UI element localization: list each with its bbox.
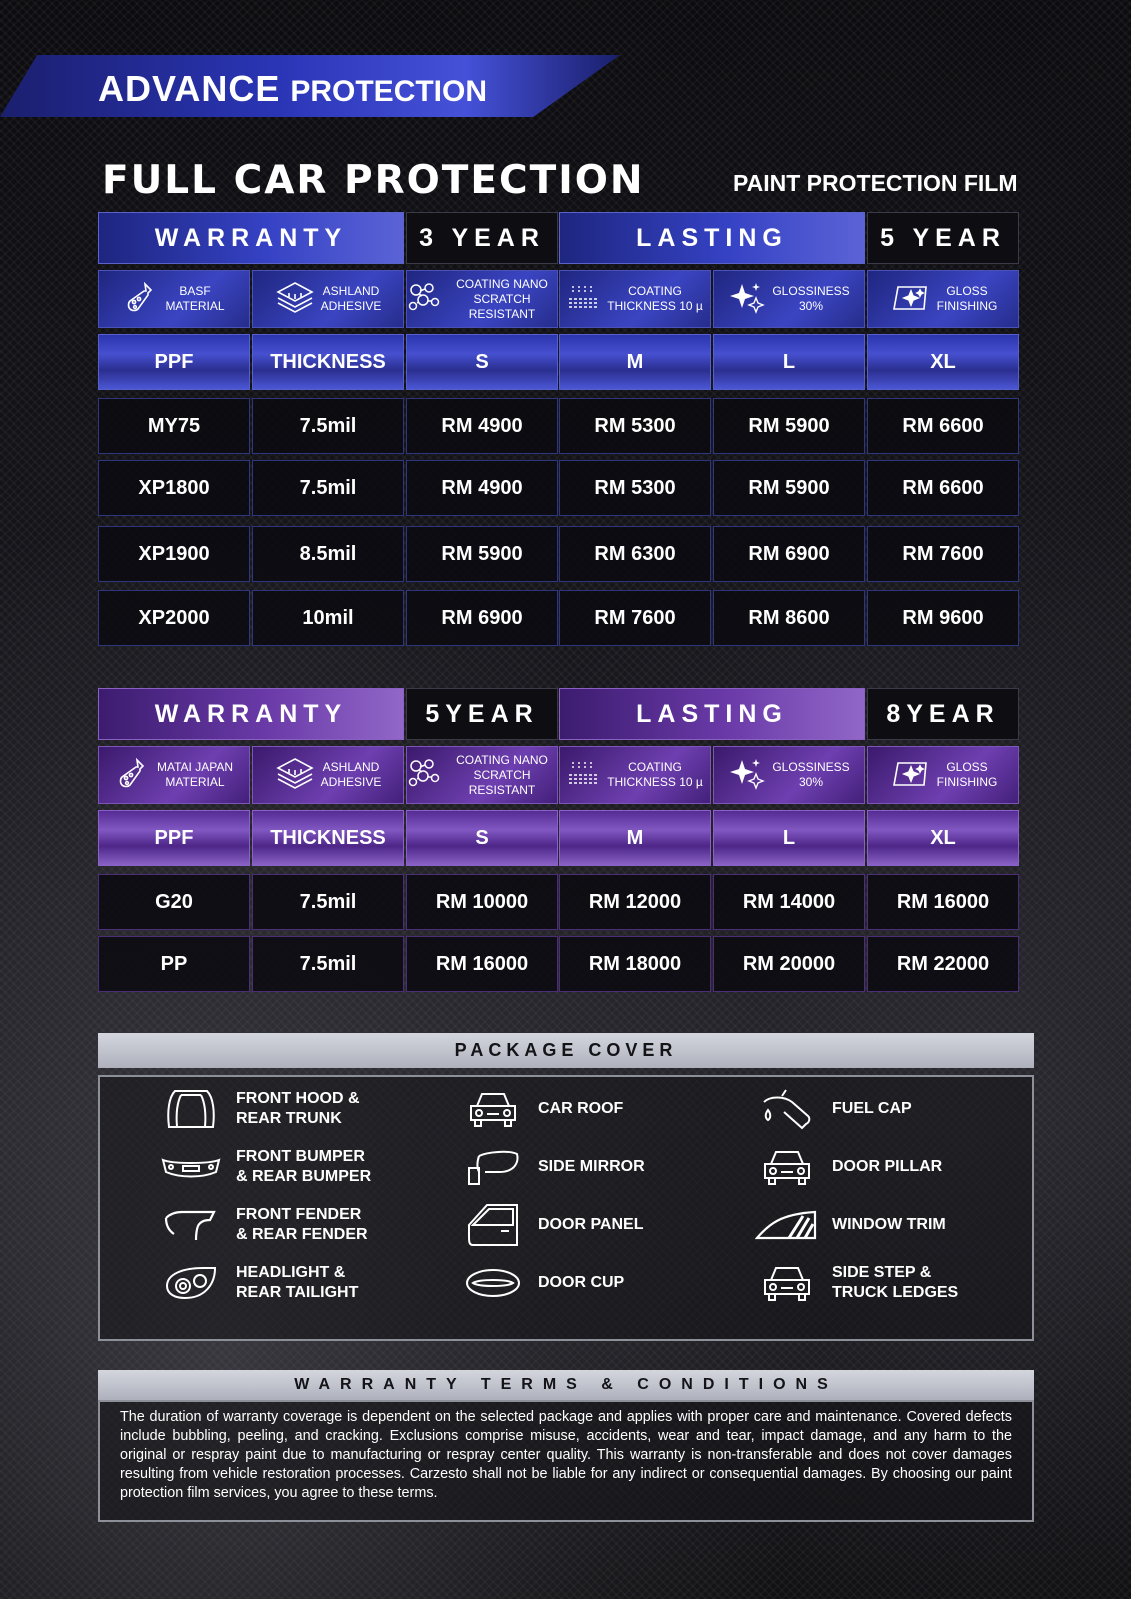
thickness-cell: [252, 874, 404, 930]
feature-cell: [713, 746, 865, 804]
column-header: [559, 334, 711, 390]
feature-label-line1: GLOSSINESS: [772, 760, 850, 774]
feature-label: [937, 284, 998, 314]
feature-cell: [559, 270, 711, 328]
feature-label-line1: GLOSS: [946, 284, 988, 298]
car-front-icon: [462, 1088, 524, 1130]
feature-label-line2: THICKNESS 10 µ: [607, 775, 703, 789]
door-cup-icon: [462, 1267, 524, 1299]
price-cell: [867, 936, 1019, 992]
package-item: [160, 1197, 368, 1253]
package-item-line1: WINDOW TRIM: [832, 1216, 946, 1233]
terms-body: The duration of warranty coverage is dependent on the selected package and applies with proper care and maintenance. Covered defects include bubbling, peeling, and cracking. Exclusions comprise misuse, accidents, wear and tear, impact damage, and any harm to the original or respray paint due to manufacturing or respray center quality. This warranty is non-transferable and does not cover damages resulting from vehicle restoration processes. Carzesto shall not be liable for any indirect or consequential damages. By choosing our paint protection film services, you agree to these terms.: [120, 1409, 1012, 1501]
feature-cell: [252, 746, 404, 804]
car-front-icon: [756, 1146, 818, 1188]
column-header-label: THICKNESS: [270, 350, 386, 373]
package-item-line2: & REAR BUMPER: [236, 1168, 372, 1185]
column-header-label: XL: [930, 350, 956, 373]
package-cover-title-bar: [98, 1033, 1034, 1068]
price-cell: [406, 526, 558, 582]
package-item-line2: TRUCK LEDGES: [832, 1284, 959, 1301]
product-code: G20: [155, 890, 193, 913]
coating-layers-icon: [567, 759, 601, 791]
feature-label-line2: SCRATCH RESISTANT: [468, 291, 536, 321]
column-header-label: PPF: [154, 350, 194, 373]
column-header: [98, 334, 250, 390]
package-item-line1: DOOR CUP: [538, 1274, 625, 1291]
lasting-label: LASTING: [636, 223, 788, 252]
price-value: RM 6900: [748, 542, 830, 565]
package-item-line2: REAR TAILIGHT: [236, 1284, 359, 1301]
banner-title: [98, 68, 487, 108]
price-value: RM 6600: [902, 476, 984, 499]
package-item-label: [538, 1273, 624, 1293]
feature-label-line2: SCRATCH RESISTANT: [468, 767, 536, 797]
feature-cell: [98, 270, 250, 328]
column-header: [713, 810, 865, 866]
molecule-icon: [407, 282, 441, 316]
thickness-value: 10mil: [302, 606, 354, 629]
feature-label-line1: COATING: [628, 284, 682, 298]
bumper-icon: [160, 1154, 222, 1180]
price-value: RM 22000: [896, 952, 990, 975]
price-value: RM 12000: [588, 890, 682, 913]
column-header-label: M: [626, 826, 644, 849]
price-value: RM 9600: [902, 606, 984, 629]
column-header: [559, 810, 711, 866]
package-cover-box: [98, 1075, 1034, 1341]
package-item-line2: & REAR FENDER: [236, 1226, 368, 1243]
price-cell: [559, 874, 711, 930]
warranty-value-cell: [406, 212, 558, 264]
package-item-label: [832, 1099, 912, 1119]
price-value: RM 16000: [435, 952, 529, 975]
feature-cell: [252, 270, 404, 328]
lasting-value-cell: [867, 688, 1019, 740]
thickness-cell: [252, 398, 404, 454]
car-hood-icon: [160, 1087, 222, 1131]
feature-label-line2: ADHESIVE: [320, 299, 382, 313]
feature-label: [772, 284, 849, 314]
column-header-label: M: [626, 350, 644, 373]
banner-title-rest: PROTECTION: [290, 75, 488, 108]
column-header: [252, 810, 404, 866]
column-header-label: L: [782, 826, 796, 849]
column-header: [867, 334, 1019, 390]
package-item-line1: FUEL CAP: [832, 1100, 912, 1117]
terms-title: WARRANTY TERMS & CONDITIONS: [294, 1376, 838, 1393]
lasting-label-cell: [559, 688, 865, 740]
shiny-window-icon: [889, 281, 931, 317]
feature-label: [772, 760, 849, 790]
feature-label-line1: ASHLAND: [322, 760, 380, 774]
feature-label: [447, 753, 557, 798]
price-cell: [559, 936, 711, 992]
price-value: RM 7600: [594, 606, 676, 629]
feature-label: [321, 284, 382, 314]
package-item-label: [832, 1157, 942, 1177]
price-cell: [406, 590, 558, 646]
warranty-label: WARRANTY: [154, 699, 348, 728]
column-header: [713, 334, 865, 390]
package-item-line1: HEADLIGHT &: [236, 1264, 346, 1281]
feature-label-line1: GLOSSINESS: [772, 284, 850, 298]
column-header: [406, 810, 558, 866]
warranty-label-cell: [98, 212, 404, 264]
package-item: [756, 1081, 912, 1137]
price-value: RM 16000: [896, 890, 990, 913]
price-cell: [867, 874, 1019, 930]
column-header-label: S: [475, 826, 489, 849]
package-item-line1: FRONT BUMPER: [236, 1148, 365, 1165]
price-cell: [406, 936, 558, 992]
product-code-cell: [98, 460, 250, 516]
package-item: [756, 1197, 946, 1253]
price-value: RM 6300: [594, 542, 676, 565]
lasting-label-cell: [559, 212, 865, 264]
feature-cell: [559, 746, 711, 804]
lasting-value-cell: [867, 212, 1019, 264]
column-header: [252, 334, 404, 390]
column-header-label: XL: [930, 826, 956, 849]
feature-label-line2: 30%: [798, 775, 824, 789]
page-subtitle: PAINT PROTECTION FILM: [733, 170, 1018, 196]
package-item: [462, 1139, 645, 1195]
price-cell: [713, 936, 865, 992]
thickness-value: 7.5mil: [299, 952, 357, 975]
warranty-value-cell: [406, 688, 558, 740]
car-front-icon: [756, 1262, 818, 1304]
product-code-cell: [98, 874, 250, 930]
sparkle-icon: [728, 280, 766, 318]
price-cell: [713, 590, 865, 646]
column-header-label: THICKNESS: [270, 826, 386, 849]
product-code: XP1900: [138, 542, 210, 565]
side-mirror-icon: [462, 1148, 524, 1186]
feature-label: [607, 760, 703, 790]
price-cell: [713, 398, 865, 454]
layers-icon: [275, 756, 315, 794]
package-item: [462, 1081, 623, 1137]
package-item-line1: CAR ROOF: [538, 1100, 624, 1117]
terms-title-bar: [98, 1370, 1034, 1400]
package-item: [160, 1255, 358, 1311]
feature-label: [447, 277, 557, 322]
column-header: [406, 334, 558, 390]
product-code: XP2000: [138, 606, 210, 629]
feature-cell: [713, 270, 865, 328]
package-item: [462, 1197, 643, 1253]
price-cell: [713, 460, 865, 516]
package-item: [756, 1255, 958, 1311]
shiny-window-icon: [889, 757, 931, 793]
warranty-label: WARRANTY: [154, 223, 348, 252]
feature-cell: [867, 270, 1019, 328]
feature-cell: [406, 746, 558, 804]
thickness-cell: [252, 936, 404, 992]
door-panel-icon: [462, 1201, 524, 1249]
package-item-label: [236, 1089, 360, 1129]
feature-label-line2: MATERIAL: [165, 775, 225, 789]
package-item-label: [236, 1205, 368, 1245]
package-item-label: [832, 1263, 958, 1303]
package-item: [756, 1139, 942, 1195]
price-cell: [406, 460, 558, 516]
feature-label-line2: ADHESIVE: [320, 775, 382, 789]
thickness-cell: [252, 460, 404, 516]
price-value: RM 4900: [441, 476, 523, 499]
package-item-label: [538, 1157, 645, 1177]
feature-label-line2: MATERIAL: [165, 299, 225, 313]
price-cell: [559, 526, 711, 582]
column-header-label: L: [782, 350, 796, 373]
feature-cell: [867, 746, 1019, 804]
package-item-line1: FRONT FENDER: [236, 1206, 362, 1223]
banner-title-bold: ADVANCE: [98, 68, 281, 109]
column-header-label: PPF: [154, 826, 194, 849]
price-value: RM 5300: [594, 476, 676, 499]
price-value: RM 14000: [742, 890, 836, 913]
product-code-cell: [98, 526, 250, 582]
bottle-icon: [123, 281, 159, 317]
price-table-premium: [98, 688, 1032, 994]
package-item-line1: FRONT HOOD &: [236, 1090, 360, 1107]
thickness-value: 7.5mil: [299, 414, 357, 437]
feature-label-line1: COATING NANO: [456, 752, 548, 767]
headlight-icon: [160, 1264, 222, 1302]
feature-label-line1: GLOSS: [946, 760, 988, 774]
feature-label: [165, 284, 224, 314]
feature-label-line1: ASHLAND: [322, 284, 380, 298]
feature-label-line1: COATING NANO: [456, 276, 548, 291]
package-item-line1: DOOR PANEL: [538, 1216, 644, 1233]
feature-label: [321, 760, 382, 790]
layers-icon: [275, 280, 315, 318]
feature-cell: [406, 270, 558, 328]
price-cell: [406, 874, 558, 930]
page-title: FULL CAR PROTECTION: [102, 158, 645, 203]
price-value: RM 5900: [748, 476, 830, 499]
package-item-label: [538, 1099, 623, 1119]
warranty-label-cell: [98, 688, 404, 740]
price-cell: [406, 398, 558, 454]
lasting-value: 5 YEAR: [880, 223, 1006, 252]
thickness-cell: [252, 526, 404, 582]
price-value: RM 8600: [748, 606, 830, 629]
price-value: RM 5900: [748, 414, 830, 437]
package-item-line1: SIDE STEP &: [832, 1264, 932, 1281]
warranty-value: 5YEAR: [425, 699, 539, 728]
feature-label-line1: MATAI JAPAN: [156, 760, 233, 774]
price-value: RM 20000: [742, 952, 836, 975]
fender-icon: [160, 1208, 222, 1242]
price-cell: [867, 526, 1019, 582]
product-code: XP1800: [138, 476, 210, 499]
sparkle-icon: [728, 756, 766, 794]
feature-label: [937, 760, 998, 790]
price-cell: [867, 460, 1019, 516]
price-value: RM 7600: [902, 542, 984, 565]
price-table-standard: [98, 212, 1032, 650]
bottle-icon: [115, 757, 151, 793]
fuel-nozzle-icon: [756, 1088, 818, 1130]
coating-layers-icon: [567, 283, 601, 315]
price-value: RM 4900: [441, 414, 523, 437]
price-cell: [713, 526, 865, 582]
price-value: RM 5300: [594, 414, 676, 437]
package-item-label: [832, 1215, 946, 1235]
package-item-line1: SIDE MIRROR: [538, 1158, 645, 1175]
package-item: [160, 1081, 360, 1137]
package-item-label: [236, 1147, 371, 1187]
lasting-label: LASTING: [636, 699, 788, 728]
package-item-label: [538, 1215, 643, 1235]
lasting-value: 8YEAR: [886, 699, 1000, 728]
product-code: PP: [160, 952, 188, 975]
feature-label-line1: BASF: [179, 284, 211, 298]
warranty-value: 3 YEAR: [419, 223, 545, 252]
feature-label-line2: 30%: [798, 299, 824, 313]
product-code-cell: [98, 590, 250, 646]
package-item-label: [236, 1263, 358, 1303]
column-header: [98, 810, 250, 866]
molecule-icon: [407, 758, 441, 792]
price-value: RM 6900: [441, 606, 523, 629]
price-cell: [559, 460, 711, 516]
package-cover-title: PACKAGE COVER: [454, 1040, 678, 1060]
column-header-label: S: [475, 350, 489, 373]
package-item-line1: DOOR PILLAR: [832, 1158, 943, 1175]
product-code-cell: [98, 398, 250, 454]
package-item-line2: REAR TRUNK: [236, 1110, 342, 1127]
product-code-cell: [98, 936, 250, 992]
thickness-value: 8.5mil: [299, 542, 357, 565]
feature-label-line2: THICKNESS 10 µ: [607, 299, 703, 313]
thickness-value: 7.5mil: [299, 890, 357, 913]
feature-label-line2: FINISHING: [936, 299, 998, 313]
price-cell: [559, 398, 711, 454]
column-header: [867, 810, 1019, 866]
price-cell: [867, 398, 1019, 454]
price-value: RM 10000: [435, 890, 529, 913]
price-cell: [713, 874, 865, 930]
package-item: [160, 1139, 371, 1195]
price-value: RM 6600: [902, 414, 984, 437]
thickness-cell: [252, 590, 404, 646]
feature-label-line1: COATING: [628, 760, 682, 774]
feature-label: [157, 760, 233, 790]
feature-cell: [98, 746, 250, 804]
thickness-value: 7.5mil: [299, 476, 357, 499]
price-value: RM 5900: [441, 542, 523, 565]
price-cell: [867, 590, 1019, 646]
feature-label: [607, 284, 703, 314]
feature-label-line2: FINISHING: [936, 775, 998, 789]
price-value: RM 18000: [588, 952, 682, 975]
product-code: MY75: [147, 414, 201, 437]
window-trim-icon: [756, 1210, 818, 1240]
package-item: [462, 1255, 624, 1311]
price-cell: [559, 590, 711, 646]
